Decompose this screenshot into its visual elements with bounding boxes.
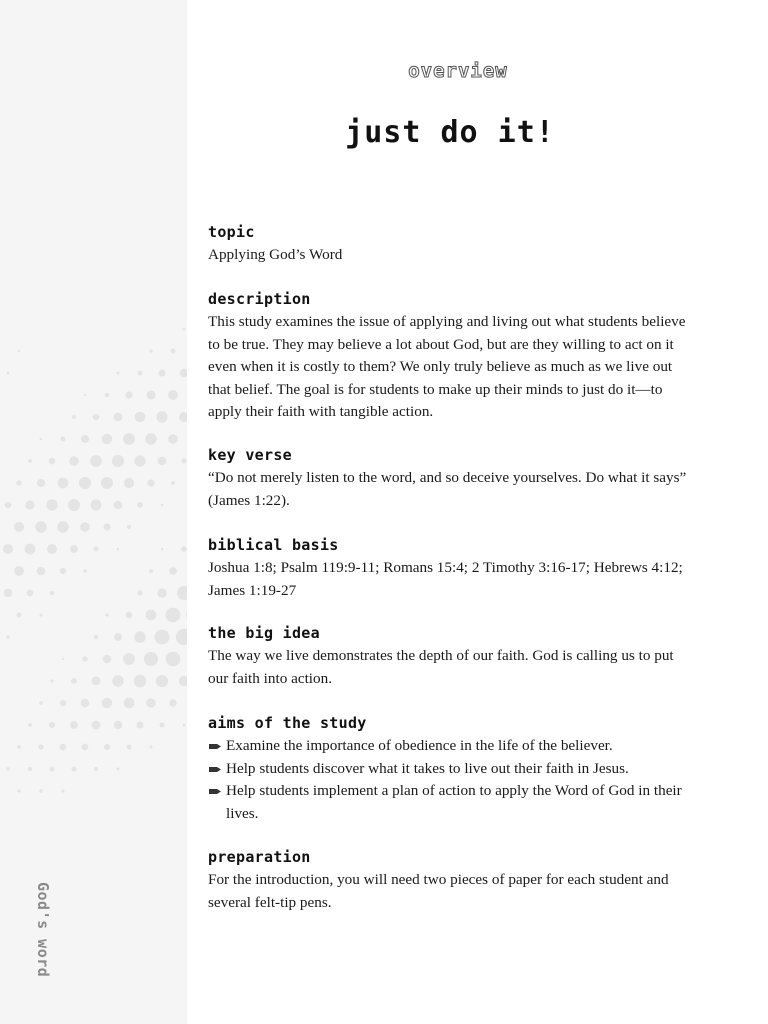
halftone-dot [114,721,122,729]
halftone-dot [39,789,42,792]
halftone-dot [93,414,99,420]
halftone-dot [137,590,142,595]
halftone-dot [25,500,34,509]
halftone-dot [5,502,11,508]
list-item-text: Help students discover what it takes to live out their faith in Jesus. [226,759,629,777]
halftone-dot [94,767,98,771]
halftone-dot [147,479,154,486]
halftone-dot [58,478,69,489]
section-preparation [208,847,692,914]
halftone-dot [102,698,112,708]
list-item-text: Help students implement a plan of action to apply the Word of God in their lives. [226,782,682,822]
section-body: This study examines the issue of applying and living out what students believe to be true. They may believe a lot about God, but are they willing to act on it even when it is costly to them? We only truly believe as much as we live out that belief. The goal is for students to make up their minds to just do it—to apply their faith with tangible action. [208,313,686,420]
halftone-dot [126,392,133,399]
section-body: Joshua 1:8; Psalm 119:9-11; Romans 15:4; 2 Timothy 3:16-17; Hebrews 4:12; James 1:19-27 [208,559,683,599]
halftone-dot [104,524,111,531]
section-aims [208,713,692,825]
halftone-dot [28,459,32,463]
halftone-dot [92,721,101,730]
halftone-dot [135,412,146,423]
halftone-dot [14,522,24,532]
halftone-dot [166,608,181,623]
section-topic [208,222,692,267]
halftone-dot [169,699,176,706]
halftone-dot [137,502,143,508]
halftone-dot [49,722,55,728]
halftone-dot [39,701,43,705]
halftone-dot [25,544,36,555]
halftone-dot [176,629,187,645]
halftone-dot [70,721,78,729]
halftone-dot [149,349,152,352]
pencil-bullet-icon [209,743,221,750]
halftone-dot [124,698,135,709]
section-heading: preparation [208,848,311,866]
halftone-dot [69,456,79,466]
halftone-dot [150,746,153,749]
halftone-dot [168,434,178,444]
list-item [208,758,692,781]
page-kicker: overview [408,60,508,82]
halftone-dot [82,656,87,661]
halftone-dot [161,504,164,507]
section-body: For the introduction, you will need two pieces of paper for each student and several felt-tip pens. [208,871,669,911]
halftone-dot [155,630,170,645]
section-body: The way we live demonstrates the depth of our faith. God is calling us to put our faith into action. [208,647,674,687]
halftone-dot [18,350,20,352]
halftone-dot [35,521,46,532]
halftone-dot [114,501,123,510]
page-title: just do it! [345,115,555,150]
halftone-dot [72,767,77,772]
pencil-bullet-icon [209,788,221,795]
halftone-dot [177,586,187,600]
halftone-dot [92,677,101,686]
halftone-dot [17,745,21,749]
list-item-text: Examine the importance of obedience in the life of the believer. [226,737,613,754]
halftone-dot [179,412,187,422]
halftone-dot [16,480,21,485]
section-body: Applying God’s Word [208,246,343,263]
halftone-dot [181,546,187,552]
halftone-dot [3,544,13,554]
halftone-dot [117,768,120,771]
halftone-dot [17,613,22,618]
halftone-dot [112,675,123,686]
halftone-dot [159,370,166,377]
halftone-dot [7,372,9,374]
halftone-dot [145,433,156,444]
halftone-dot [49,458,56,465]
halftone-dot [161,548,164,551]
halftone-dot [156,675,168,687]
section-description [208,289,692,424]
section-heading: aims of the study [208,714,367,732]
halftone-dot [40,438,43,441]
section-body: “Do not merely listen to the word, and so deceive yourselves. Do what it says” (James 1:22). [208,469,687,509]
halftone-dot [171,349,176,354]
halftone-dot [114,413,123,422]
halftone-dot [84,394,86,396]
halftone-dot [104,744,110,750]
section-big-idea [208,623,692,690]
section-heading: the big idea [208,624,320,642]
halftone-dot [93,546,98,551]
section-biblical-basis [208,535,692,602]
halftone-dot [38,744,43,749]
halftone-dot [47,544,57,554]
halftone-dot [157,588,166,597]
halftone-dot [40,614,43,617]
halftone-dot [179,676,187,686]
halftone-dot [134,455,145,466]
halftone-dot [144,652,158,666]
halftone-dot [46,499,57,510]
side-label: God's word [34,882,52,978]
halftone-dot [81,699,90,708]
halftone-dot [50,679,53,682]
halftone-dot [146,698,156,708]
halftone-dot [28,767,32,771]
halftone-dot [28,723,32,727]
halftone-dot [91,500,102,511]
halftone-dot [6,767,9,770]
halftone-dot [166,652,181,667]
halftone-dot [123,433,135,445]
halftone-dot [94,635,98,639]
halftone-dot [105,613,108,616]
section-heading: topic [208,223,255,241]
halftone-dot [147,391,156,400]
list-item [208,780,692,825]
halftone-dot [57,521,68,532]
halftone-dot [60,436,65,441]
list-item [208,735,692,758]
halftone-dot [37,567,46,576]
halftone-dot [62,658,64,660]
halftone-dot [6,635,9,638]
halftone-dot [112,455,124,467]
halftone-dot [105,393,110,398]
halftone-dot [114,633,122,641]
halftone-dot [183,328,186,331]
halftone-dot [123,653,135,665]
halftone-dot [158,457,167,466]
left-margin-decoration [0,0,187,1024]
halftone-dot [134,631,146,643]
halftone-dot [117,372,120,375]
halftone-dot [102,434,112,444]
halftone-dot [171,481,175,485]
halftone-dot [117,548,120,551]
halftone-dot [50,591,54,595]
halftone-dot [81,435,89,443]
aims-list [208,735,692,825]
halftone-dot [68,499,80,511]
halftone-dot [62,790,65,793]
halftone-dot [168,390,178,400]
section-key-verse [208,445,692,512]
halftone-dot [60,700,66,706]
halftone-dot [90,455,102,467]
halftone-dot [72,415,76,419]
halftone-dot [82,744,89,751]
halftone-dot [127,525,131,529]
section-heading: key verse [208,446,292,464]
halftone-dot [186,606,187,624]
halftone-dot [138,371,143,376]
halftone-dots-decoration [0,0,187,1024]
halftone-dot [180,369,187,377]
halftone-dot [14,566,24,576]
section-heading: description [208,290,311,308]
halftone-dot [27,590,34,597]
halftone-dot [181,458,186,463]
halftone-dot [169,567,177,575]
halftone-dot [71,678,77,684]
halftone-dot [4,589,12,597]
halftone-dot [79,477,91,489]
halftone-dot [101,477,113,489]
section-heading: biblical basis [208,536,339,554]
halftone-dot [60,744,67,751]
halftone-dot [37,479,45,487]
halftone-dot [126,612,133,619]
halftone-dot [156,411,167,422]
halftone-dot [137,722,144,729]
halftone-dot [80,522,90,532]
halftone-dot [17,789,20,792]
halftone-dot [134,675,147,688]
halftone-dot [146,610,157,621]
halftone-dot [160,723,165,728]
halftone-dot [127,745,132,750]
halftone-dot [103,655,112,664]
halftone-dot [70,545,78,553]
pencil-bullet-icon [209,766,221,773]
halftone-dot [183,724,186,727]
halftone-dot [124,478,134,488]
halftone-dot [60,568,66,574]
halftone-dot [83,569,87,573]
halftone-dot [50,767,55,772]
halftone-dot [149,569,153,573]
